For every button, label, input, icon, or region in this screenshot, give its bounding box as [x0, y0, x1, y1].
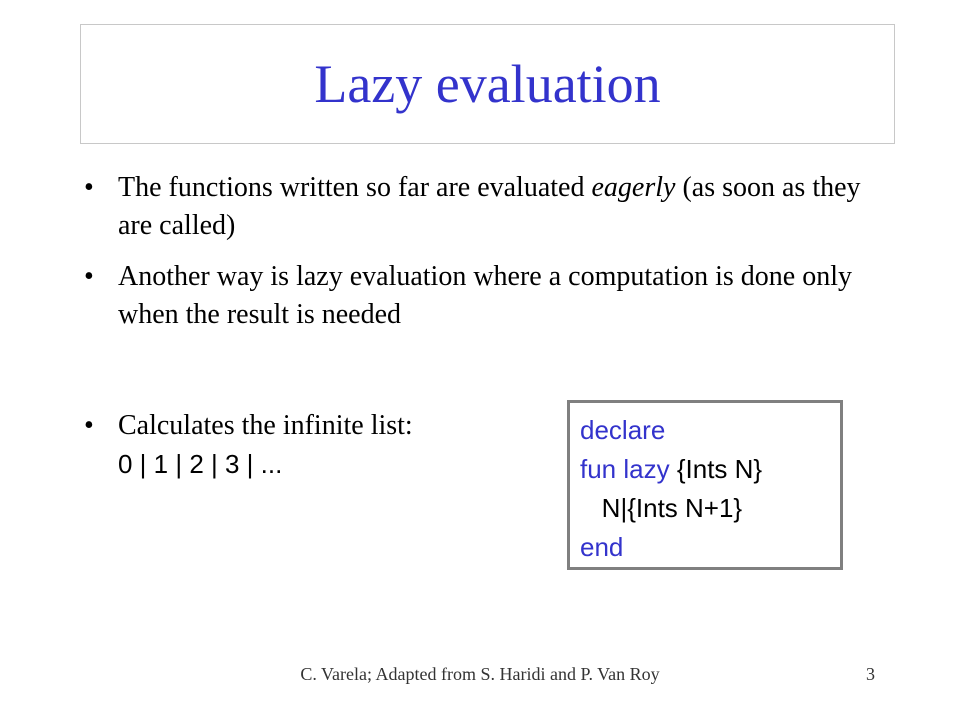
- bullet-marker: •: [84, 261, 94, 292]
- bullet-italic-word: eagerly: [591, 172, 676, 203]
- code-line-body: N|{Ints N+1}: [580, 493, 743, 523]
- bullet-text: Another way is lazy evaluation where a computation is done only when the result is needed: [118, 261, 853, 330]
- code-line-fun: [580, 450, 830, 489]
- code-box: [567, 400, 843, 570]
- bullet-text-part: (as soon as they are called): [118, 172, 861, 241]
- title-box: [80, 24, 895, 144]
- footer-credit: C. Varela; Adapted from S. Haridi and P. Van Roy: [300, 664, 660, 684]
- bullet-marker: •: [84, 172, 94, 203]
- bullet-text-part: The functions written so far are evaluated: [118, 172, 592, 203]
- bullet-text: Calculates the infinite list:: [118, 410, 413, 441]
- code-line-end: end: [580, 532, 624, 562]
- page-number: 3: [866, 664, 875, 684]
- bullet-lazy: [84, 258, 874, 334]
- code-line-declare: declare: [580, 415, 666, 445]
- code-fun-signature: {Ints N}: [669, 454, 763, 484]
- bullet-marker: •: [84, 410, 94, 441]
- infinite-list-text: 0 | 1 | 2 | 3 | ...: [118, 449, 283, 479]
- slide-title: Lazy evaluation: [314, 54, 661, 114]
- bullet-text: [118, 169, 874, 245]
- code-keyword-fun-lazy: fun lazy: [580, 454, 670, 484]
- bullet-infinite-list: [84, 407, 484, 483]
- bullet-eager: [84, 169, 874, 245]
